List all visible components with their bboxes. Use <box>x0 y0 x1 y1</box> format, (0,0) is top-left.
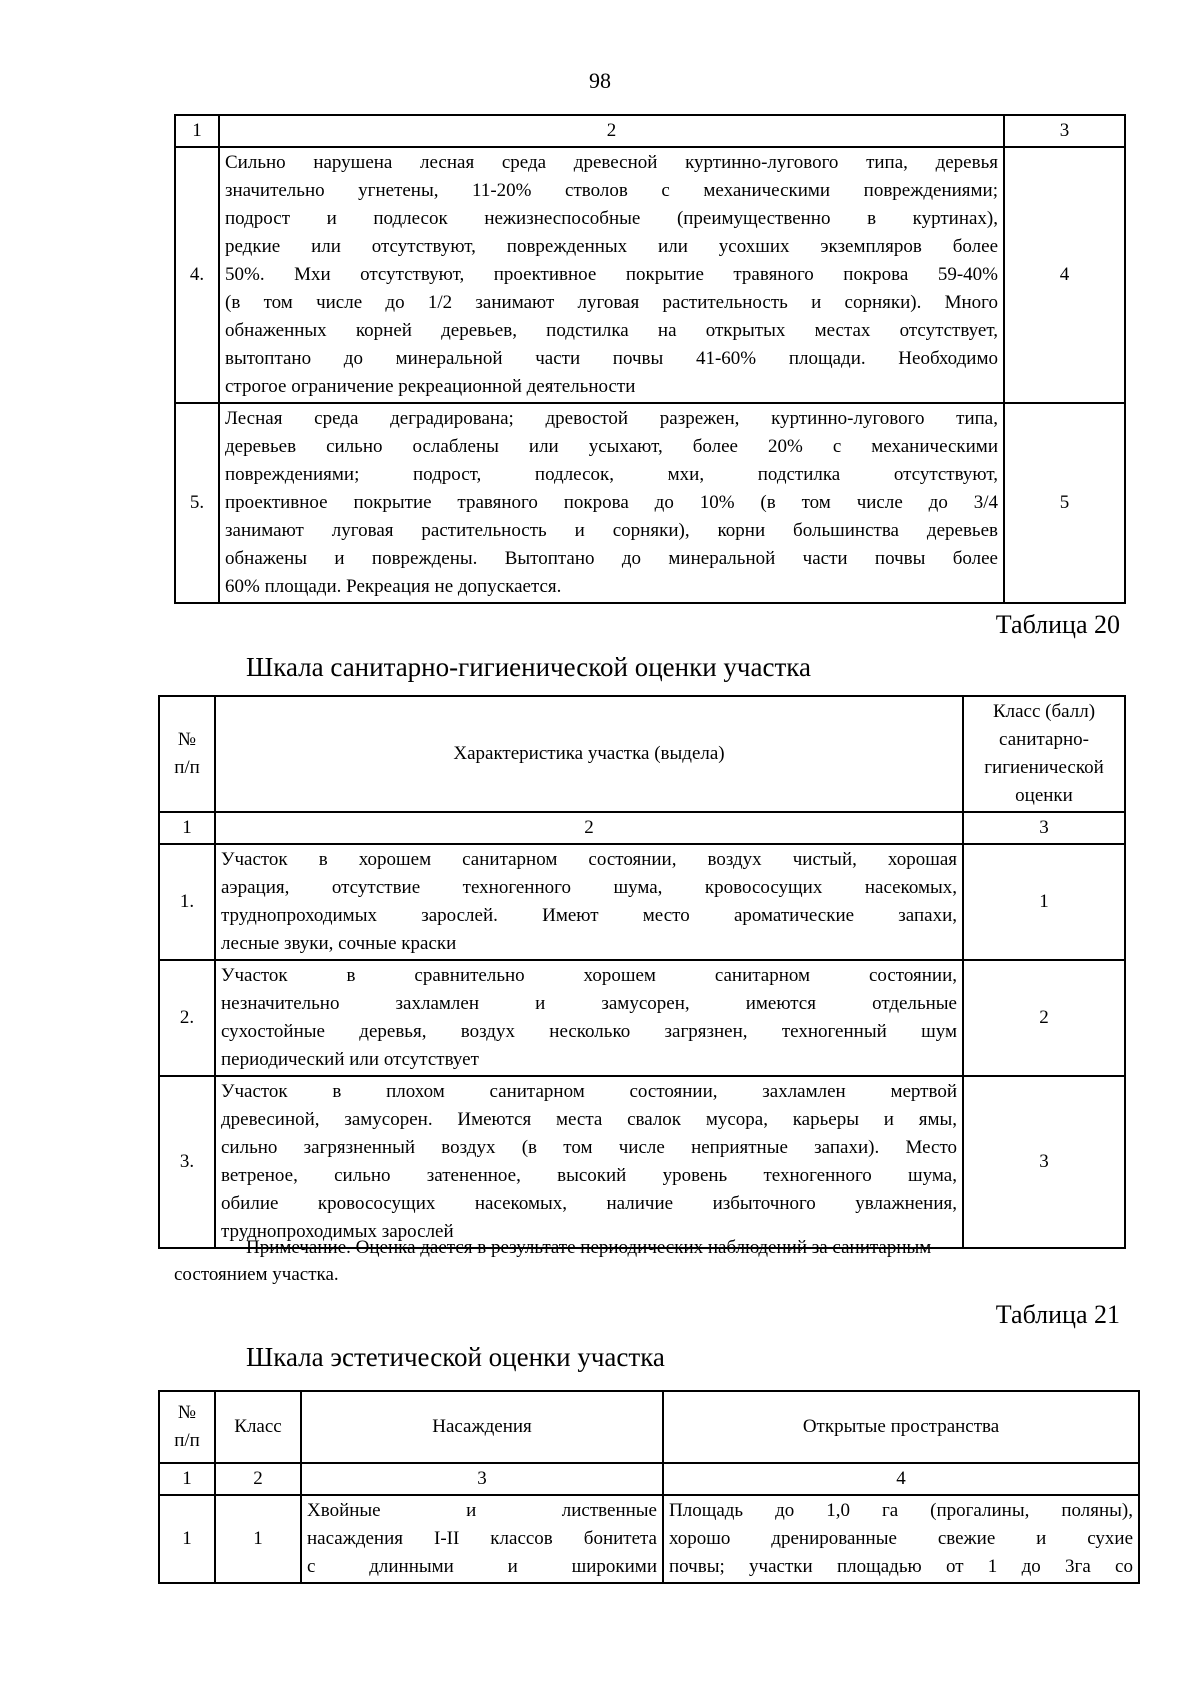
text-line: ветреное, сильно затененное, высокий уровень техногенного шума, <box>221 1165 957 1186</box>
table21 <box>158 1390 1140 1584</box>
text-line: проективное покрытие травяного покрова до 10% (в том числе до 3/4 <box>225 492 998 513</box>
row-open-spaces <box>663 1495 1139 1583</box>
text-line: почвы; участки площадью от 1 до 3га со <box>669 1556 1133 1577</box>
text-line: обнаженных корней деревьев, подстилка на открытых местах отсутствует, <box>225 320 998 341</box>
text-line: древесиной, замусорен. Имеются места свалок мусора, карьеры и ямы, <box>221 1109 957 1130</box>
row-description <box>219 403 1004 603</box>
col-number: 2 <box>215 1463 301 1495</box>
table-row <box>159 1495 1139 1583</box>
text-line: обнажены и повреждены. Вытоптано до минеральной части почвы более <box>225 548 998 569</box>
table20-label: Таблица 20 <box>995 610 1120 639</box>
text-line: занимают луговая растительность и сорняки), корни большинства деревьев <box>225 520 998 541</box>
note-line: Примечание. Оценка дается в результате периодических наблюдений за санитарным <box>246 1237 932 1258</box>
class-header: Класс (балл) санитарно- гигиенической оценки <box>963 696 1125 812</box>
row-number: 1 <box>159 1495 215 1583</box>
table21-label: Таблица 21 <box>995 1300 1120 1329</box>
text-line: строгое ограничение рекреационной деятельности <box>225 376 636 397</box>
column-numbers-row <box>159 812 1125 844</box>
note-line: состоянием участка. <box>174 1264 339 1285</box>
num-header: № п/п <box>159 1391 215 1463</box>
text-line: труднопроходимых зарослей <box>221 1221 454 1242</box>
num-header: № п/п <box>159 696 215 812</box>
text-line: обилие кровососущих насекомых, наличие избыточного увлажнения, <box>221 1193 957 1214</box>
text-line: Участок в сравнительно хорошем санитарном состоянии, <box>221 965 957 986</box>
text-line: периодический или отсутствует <box>221 1049 479 1070</box>
row-score: 1 <box>963 844 1125 960</box>
text-line: насаждения I-II классов бонитета <box>307 1528 657 1549</box>
text-line: Участок в хорошем санитарном состоянии, воздух чистый, хорошая <box>221 849 957 870</box>
col-number: 3 <box>301 1463 663 1495</box>
row-description <box>215 1076 963 1248</box>
text-line: сильно загрязненный воздух (в том числе неприятные запахи). Место <box>221 1137 957 1158</box>
row-class: 1 <box>215 1495 301 1583</box>
table-header-row <box>159 1391 1139 1463</box>
row-number: 2. <box>159 960 215 1076</box>
text-line: Хвойные и лиственные <box>307 1500 657 1521</box>
characteristic-header: Характеристика участка (выдела) <box>215 696 963 812</box>
row-plantings <box>301 1495 663 1583</box>
text-line: с длинными и широкими <box>307 1556 657 1577</box>
text-line: Сильно нарушена лесная среда древесной куртинно-лугового типа, деревья <box>225 152 998 173</box>
text-line: редкие или отсутствуют, поврежденных или усохших экземпляров более <box>225 236 998 257</box>
col-number: 2 <box>219 115 1004 147</box>
text-line: 60% площади. Рекреация не допускается. <box>225 576 562 597</box>
row-number: 4. <box>175 147 219 403</box>
table20 <box>158 695 1126 1249</box>
text-line: лесные звуки, сочные краски <box>221 933 457 954</box>
col-number: 1 <box>159 1463 215 1495</box>
row-score: 3 <box>963 1076 1125 1248</box>
column-numbers-row <box>159 1463 1139 1495</box>
text-line: незначительно захламлен и замусорен, имеются отдельные <box>221 993 957 1014</box>
table21-title: Шкала эстетической оценки участка <box>246 1342 665 1372</box>
table-row <box>175 147 1125 403</box>
text-line: подрост и подлесок нежизнеспособные (преимущественно в куртинах), <box>225 208 998 229</box>
row-description <box>219 147 1004 403</box>
col-number: 1 <box>159 812 215 844</box>
text-line: Участок в плохом санитарном состоянии, захламлен мертвой <box>221 1081 957 1102</box>
text-line: повреждениями; подрост, подлесок, мхи, подстилка отсутствуют, <box>225 464 998 485</box>
col-number: 3 <box>963 812 1125 844</box>
plantings-header: Насаждения <box>301 1391 663 1463</box>
text-line: Площадь до 1,0 га (прогалины, поляны), <box>669 1500 1133 1521</box>
table-row <box>159 844 1125 960</box>
text-line: значительно угнетены, 11-20% стволов с механическими повреждениями; <box>225 180 998 201</box>
col-number: 1 <box>175 115 219 147</box>
class-header: Класс <box>215 1391 301 1463</box>
table20-note <box>174 1234 1124 1288</box>
open-spaces-header: Открытые пространства <box>663 1391 1139 1463</box>
text-line: вытоптано до минеральной части почвы 41-60% площади. Необходимо <box>225 348 998 369</box>
text-line: хорошо дренированные свежие и сухие <box>669 1528 1133 1549</box>
col-number: 3 <box>1004 115 1125 147</box>
row-score: 2 <box>963 960 1125 1076</box>
col-number: 2 <box>215 812 963 844</box>
table-row <box>175 403 1125 603</box>
text-line: труднопроходимых зарослей. Имеют место ароматические запахи, <box>221 905 957 926</box>
row-score: 5 <box>1004 403 1125 603</box>
text-line: деревьев сильно ослаблены или усыхают, более 20% с механическими <box>225 436 998 457</box>
table19-continuation <box>174 114 1126 604</box>
text-line: (в том числе до 1/2 занимают луговая растительность и сорняки). Много <box>225 292 998 313</box>
table-header-row <box>159 696 1125 812</box>
table-row <box>159 960 1125 1076</box>
row-score: 4 <box>1004 147 1125 403</box>
text-line: Лесная среда деградирована; древостой разрежен, куртинно-лугового типа, <box>225 408 998 429</box>
text-line: 50%. Мхи отсутствуют, проективное покрытие травяного покрова 59-40% <box>225 264 998 285</box>
col-number: 4 <box>663 1463 1139 1495</box>
page-number: 98 <box>589 68 611 93</box>
table20-title: Шкала санитарно-гигиенической оценки участка <box>246 652 811 682</box>
row-number: 5. <box>175 403 219 603</box>
row-number: 3. <box>159 1076 215 1248</box>
text-line: сухостойные деревья, воздух несколько загрязнен, техногенный шум <box>221 1021 957 1042</box>
row-number: 1. <box>159 844 215 960</box>
table-row <box>159 1076 1125 1248</box>
table-header-row <box>175 115 1125 147</box>
row-description <box>215 844 963 960</box>
text-line: аэрация, отсутствие техногенного шума, кровососущих насекомых, <box>221 877 957 898</box>
row-description <box>215 960 963 1076</box>
